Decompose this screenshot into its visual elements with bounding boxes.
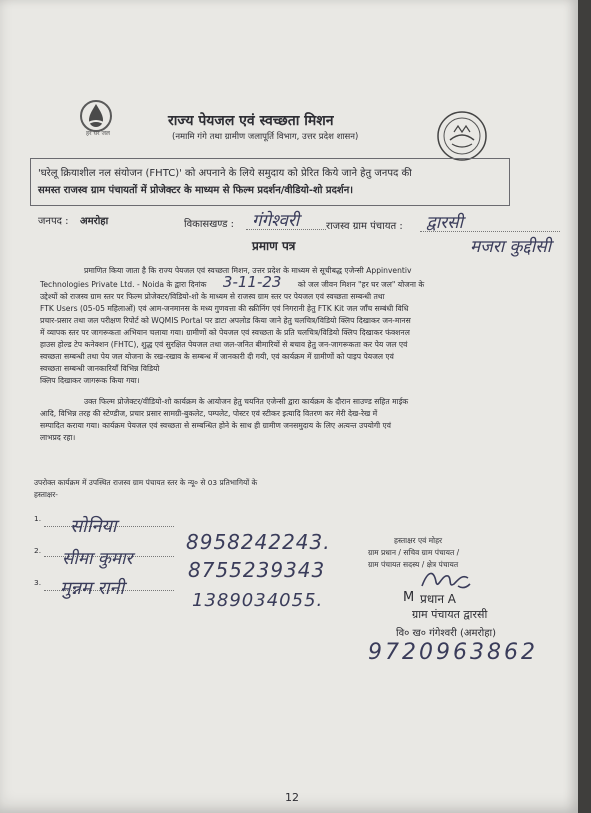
stamp-line: वि० ख० गंगेश्वरी (अमरोहा) — [396, 628, 497, 639]
attendee-phone: 1389034055. — [192, 590, 324, 611]
notice-line-2: समस्त राजस्व ग्राम पंचायतों में प्रोजेक्टर के माध्यम से फिल्म प्रदर्शन/वीडियो-शो प्रदर्शन। — [38, 185, 354, 196]
stamp-mark: M — [403, 590, 415, 605]
signature-label: ग्राम प्रधान / सचिव ग्राम पंचायत / — [368, 548, 460, 557]
stamp-line: ग्राम पंचायत द्वारसी — [412, 608, 488, 621]
attendees-intro: उपरोक्त कार्यक्रम में उपस्थित राजस्व ग्राम पंचायत स्तर के न्यू० से 03 प्रतिभागियों के — [34, 478, 258, 487]
district-label: जनपद : — [38, 216, 69, 227]
body-line — [40, 273, 528, 291]
attendee-signature: मुन्नम रानी — [60, 578, 125, 599]
block-label: विकासखण्ड : — [184, 219, 235, 230]
body-line: क्लिप दिखाकर जागरूक किया गया। — [40, 376, 140, 385]
body-line: में व्यापक स्तर पर जागरूकता अभियान चलाया गया। ग्रामीणों को पेयजल एवं स्वच्छता के प्रति चलचित्र/विडियो क्लिप दिखाकर फंक्शनल — [40, 328, 410, 337]
pradhan-phone: 9720963862 — [368, 640, 538, 665]
body-line: FTK Users (05-05 महिलाओं) एवं आम-जनमानस के मध्य गुणवत्ता की स्क्रीनिंग एवं निगरानी हेतु FTK Kit जल जाँच सम्बंधी विधि — [40, 304, 409, 313]
body-line: हाउस होल्ड टेप कनेक्शन (FHTC), शुद्ध एवं सुरक्षित पेयजल तथा जल-जनित बीमारियों से बचाव हेतु जन-जागरूकता कर पेय जल एवं — [40, 340, 408, 349]
attendee-number: 3. — [34, 578, 42, 587]
body-line: लाभप्रद रहा। — [40, 433, 76, 442]
body-line: स्वच्छता सम्बन्धी तथा पेय जल योजना के रख-रखाव के सम्बन्ध में जानकारी दी गयी, एवं कार्यक्रम में ग्रामीणों को पाइप पेयजल एवं — [40, 352, 394, 361]
panchayat-label: राजस्व ग्राम पंचायत : — [326, 221, 403, 232]
panchayat-value-2: मजरा कुद्दीसी — [470, 237, 552, 257]
body-line: सम्पादित कराया गया। कार्यक्रम पेयजल एवं स्वच्छता से सम्बन्धित होने के साथ ही ग्रामीण जनसमुदाय के लिए अत्यन्त उपयोगी एवं — [40, 421, 391, 430]
attendee-signature: सोनिया — [70, 516, 117, 537]
attendee-phone: 8958242243. — [186, 530, 331, 554]
body-line: उक्त फिल्म प्रोजेक्टर/वीडियो-शो कार्यक्रम के आयोजन हेतु चयनित एजेन्सी द्वारा कार्यक्रम के दौरान साउण्ड सहित माईक — [84, 397, 409, 406]
jal-jeevan-mission-logo-icon — [78, 98, 114, 134]
attendee-signature: सीमा कुमार — [62, 549, 133, 569]
page-number: 12 — [285, 791, 299, 804]
body-line: प्रमाणित किया जाता है कि राज्य पेयजल एवं स्वच्छता मिशन, उत्तर प्रदेश के माध्यम से सूचीबद्ध एजेन्सी Appinventiv — [84, 266, 412, 275]
program-date: 3-11-23 — [222, 273, 282, 291]
attendee-number: 2. — [34, 546, 42, 555]
signature-label: हस्ताक्षर एवं मोहर — [394, 536, 443, 545]
body-line: उद्देश्यों को राजस्व ग्राम स्तर पर फिल्म प्रोजेक्टर/विडियो-शो के माध्यम से राजस्व ग्राम स्तर पर पेयजल एवं स्वच्छता सम्बन्धी तथा — [40, 292, 385, 301]
attendees-intro-2: हस्ताक्षर- — [34, 490, 58, 499]
body-line-part: Technologies Private Ltd. - Noida के द्वारा दिनांक — [40, 280, 207, 289]
district-value: अमरोहा — [80, 216, 109, 227]
department-subtitle: (नमामि गंगे तथा ग्रामीण जलापूर्ति विभाग, उत्तर प्रदेश शासन) — [172, 132, 359, 142]
stamp-line: प्रधान A — [420, 592, 456, 606]
page-edge-shadow — [578, 0, 591, 813]
body-line-part: को जल जीवन मिशन "हर घर जल" योजना के — [297, 280, 425, 289]
certificate-title: प्रमाण पत्र — [252, 239, 296, 253]
attendee-number: 1. — [34, 514, 42, 523]
notice-line-1: 'घरेलू क्रियाशील नल संयोजन (FHTC)' को अपनाने के लिये समुदाय को प्रेरित किये जाने हेतु जनपद की — [38, 168, 412, 179]
body-line: आदि, विभिन्न तरह की स्टेण्डीज, प्रचार प्रसार सामग्री-बुकलेट, पम्पलेट, पोस्टर एवं स्टीकर इत्यादि वितरण कर मेरी देख-रेख में — [40, 409, 378, 418]
logo-caption: हर घर जल — [86, 130, 110, 137]
body-line: प्रचार-प्रसार तथा जल परीक्षण रिपोर्ट को WQMIS Portal पर डाटा अपलोड किया जाने हेतु चलचित्र/विडियो क्लिप दिखाकर जन-मानस — [40, 316, 411, 325]
signature-label: ग्राम पंचायत सदस्य / क्षेत्र पंचायत — [368, 560, 459, 569]
block-value: गंगेश्वरी — [252, 211, 300, 231]
body-line: स्वच्छता सम्बन्धी जानकारियाँ विभिन्न विडियो — [40, 364, 160, 373]
attendee-phone: 8755239343 — [188, 558, 326, 582]
up-government-seal-icon — [436, 110, 488, 162]
department-title: राज्य पेयजल एवं स्वच्छता मिशन — [168, 113, 334, 129]
panchayat-value: द्वारसी — [426, 213, 464, 233]
